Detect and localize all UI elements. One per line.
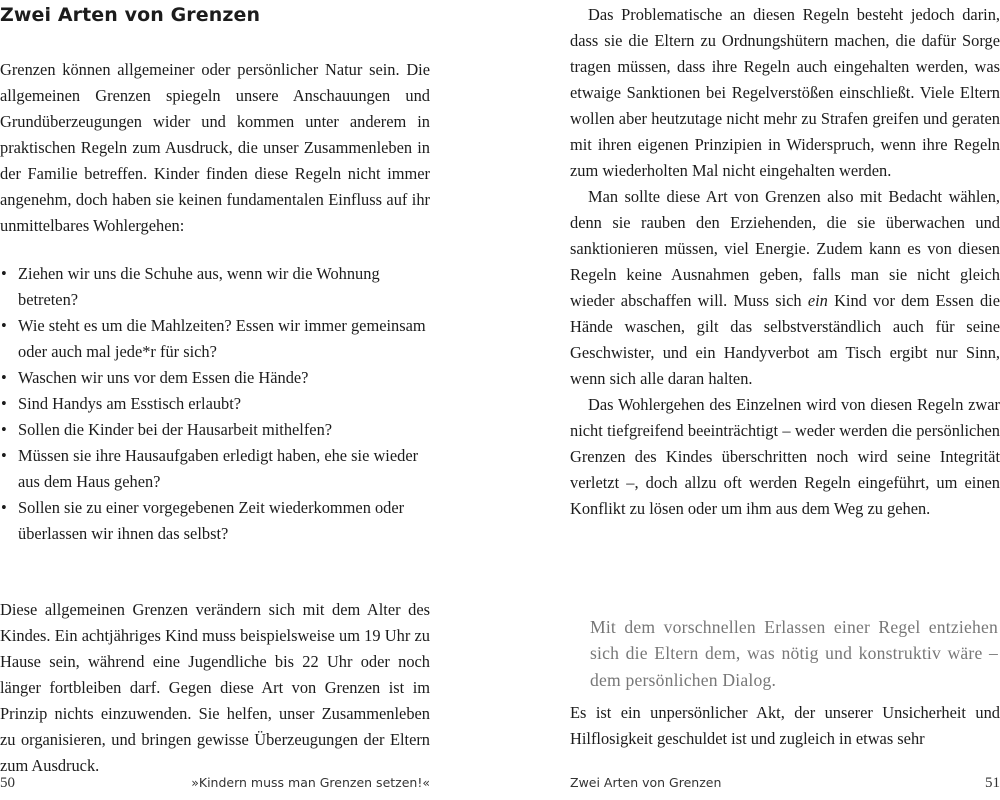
rules-bullet-list — [0, 261, 430, 547]
page-number-left: 50 — [0, 775, 15, 791]
outro-paragraph: Diese allgemeinen Grenzen verändern sich mit dem Alter des Kindes. Ein achtjähriges Kind muss beispielsweise um 19 Uhr zu Hause sein, während eine Jugendliche bis 22 Uhr oder noch länger fortbleiben darf. Gegen diese Art von Grenzen ist im Prinzip nichts einzuwenden. Sie helfen, unser Zusammenleben zu organisieren, und bringen gewisse Überzeugungen der Eltern zum Ausdruck. — [0, 600, 430, 775]
bullet-icon: • — [1, 368, 7, 387]
running-title-left: »Kindern muss man Grenzen setzen!« — [191, 775, 430, 790]
bullet-item: • Müssen sie ihre Hausaufgaben erledigt haben, ehe sie wieder aus dem Haus gehen? — [0, 443, 430, 495]
paragraph-continuation: Es ist ein unpersönlicher Akt, der unserer Unsicherheit und Hilflosigkeit geschuldet ist und zugleich in etwas sehr — [570, 703, 1000, 748]
bullet-item: • Sollen die Kinder bei der Hausarbeit mithelfen? — [0, 417, 430, 443]
bullet-item: • Wie steht es um die Mahlzeiten? Essen wir immer gemeinsam oder auch mal jede*r für sich? — [0, 313, 430, 365]
paragraph-choose-wisely: Man sollte diese Art von Grenzen also mit Bedacht wählen, denn sie rauben den Erziehenden, die sie überwachen und sanktionieren müssen, viel Energie. Zudem kann es von diesen Regeln keine Ausnahmen geben, falls man sie nicht gleich wieder abschaffen will. Muss sich ein Kind vor dem Essen die Hände waschen, gilt das selbstverständlich auch für seine Geschwister, und ein Handyverbot am Tisch ergibt nur Sinn, wenn sich alle daran halten. — [570, 187, 1000, 388]
paragraph-problem: Das Problematische an diesen Regeln besteht jedoch darin, dass sie die Eltern zu Ordnungshütern machen, die dafür Sorge tragen müssen, dass ihre Regeln auch eingehalten werden, was etwaige Sanktionen bei Regelverstößen einschließt. Viele Eltern wollen aber heutzutage nicht mehr zu Strafen greifen und geraten mit ihren eigenen Prinzipien in Widerspruch, wenn ihre Regeln zum wiederholten Mal nicht eingehalten werden. — [570, 5, 1000, 180]
bullet-icon: • — [1, 498, 7, 517]
bullet-icon: • — [1, 420, 7, 439]
bullet-icon: • — [1, 264, 7, 283]
pull-quote: Mit dem vorschnellen Erlassen einer Regel entziehen sich die Eltern dem, was nötig und konstruktiv wäre – dem persönlichen Dialog. — [590, 616, 998, 690]
bullet-icon: • — [1, 316, 7, 335]
emphasis-word: ein — [807, 291, 828, 310]
bullet-item: • Waschen wir uns vor dem Essen die Hände? — [0, 365, 430, 391]
bullet-item: • Sollen sie zu einer vorgegebenen Zeit wiederkommen oder überlassen wir ihnen das selbst? — [0, 495, 430, 547]
intro-paragraph: Grenzen können allgemeiner oder persönlicher Natur sein. Die allgemeinen Grenzen spiegeln unsere Anschauungen und Grundüberzeugungen wider und kommen unter anderem in praktischen Regeln zum Ausdruck, die unser Zusammenleben in der Familie betreffen. Kinder finden diese Regeln nicht immer angenehm, doch haben sie keinen fundamentalen Einfluss auf ihr unmittelbares Wohlergehen: — [0, 60, 430, 235]
bullet-item: • Ziehen wir uns die Schuhe aus, wenn wir die Wohnung betreten? — [0, 261, 430, 313]
right-page-body — [570, 2, 1000, 522]
paragraph-wellbeing: Das Wohlergehen des Einzelnen wird von diesen Regeln zwar nicht tiefgreifend beeinträchtigt – weder werden die persönlichen Grenzen des Kindes überschritten noch wird seine Integrität verletzt –, doch allzu oft werden Regeln eingeführt, um einen Konflikt zu lösen oder um ihm aus dem Weg zu gehen. — [570, 395, 1000, 518]
page-number-right: 51 — [985, 775, 1000, 791]
bullet-item: • Sind Handys am Esstisch erlaubt? — [0, 391, 430, 417]
bullet-icon: • — [1, 446, 7, 465]
running-title-right: Zwei Arten von Grenzen — [570, 775, 722, 790]
section-heading: Zwei Arten von Grenzen — [0, 4, 261, 26]
left-page — [0, 0, 430, 800]
right-page — [570, 0, 1000, 800]
bullet-icon: • — [1, 394, 7, 413]
